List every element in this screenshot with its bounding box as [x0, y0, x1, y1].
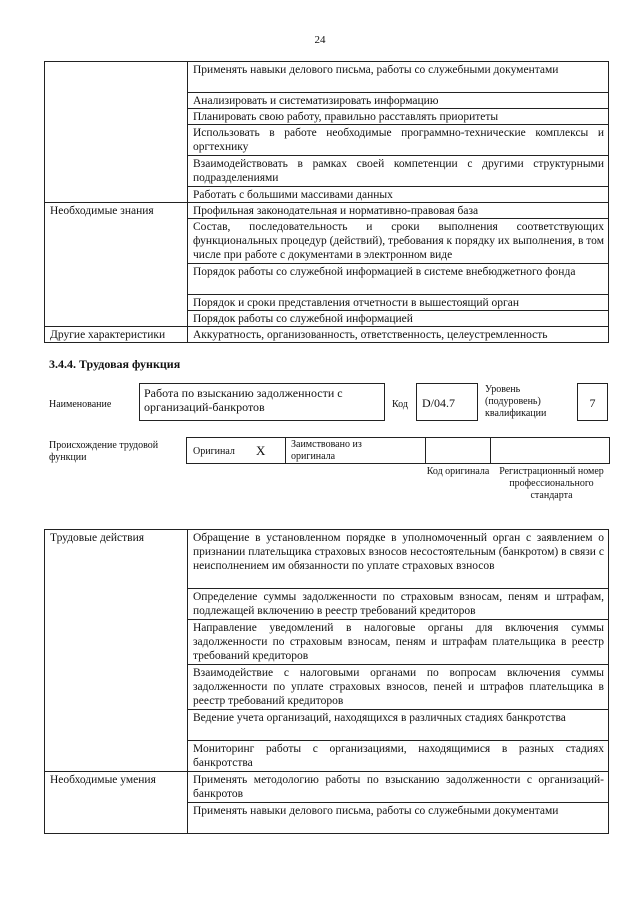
skill-item: Планировать свою работу, правильно расставлять приоритеты: [188, 109, 609, 125]
table-row: [45, 62, 609, 93]
table-row: [45, 530, 609, 589]
knowledge-item: Порядок работы со служебной информацией: [188, 311, 609, 327]
origin-label: Происхождение трудовой функции: [49, 440, 159, 463]
code-label: Код: [392, 399, 408, 410]
origin-divider: [425, 437, 426, 464]
name-label: Наименование: [49, 399, 112, 410]
function-title: 3.4.4. Трудовая функция: [49, 357, 181, 371]
knowledge-item: Порядок работы со служебной информацией в системе внебюджетного фонда: [188, 264, 609, 295]
knowledge-item: Порядок и сроки представления отчетности в вышестоящий орган: [188, 295, 609, 311]
skill-item: Анализировать и систематизировать информацию: [188, 93, 609, 109]
level-label: Уровень (подуровень) квалификации: [485, 384, 547, 419]
code-original-label: Код оригинала: [426, 466, 490, 477]
category-other: Другие характеристики: [45, 327, 188, 343]
action-item: Направление уведомлений в налоговые органы для включения суммы задолженности по страховым взносам, пеням и штрафам плательщика в реестр требований кредиторов: [188, 620, 609, 665]
table-row: [45, 203, 609, 219]
function-name-value: Работа по взысканию задолженности с организаций-банкротов: [139, 383, 385, 421]
skill-item: Применять методологию работы по взысканию задолженности с организаций-банкротов: [188, 772, 609, 803]
actions-table: [44, 529, 609, 834]
level-value: 7: [577, 383, 608, 421]
skill-item: Использовать в работе необходимые программно-технические комплексы и оргтехнику: [188, 125, 609, 156]
category-actions: Трудовые действия: [45, 530, 188, 772]
original-label: Оригинал: [193, 446, 235, 457]
category-knowledge: Необходимые знания: [45, 203, 188, 327]
action-item: Определение суммы задолженности по страховым взносам, пеням и штрафам, подлежащей включению в реестр требований кредиторов: [188, 589, 609, 620]
origin-box: [186, 437, 610, 464]
knowledge-item: Состав, последовательность и сроки выполнения соответствующих функциональных процедур (действий), требования к порядку их выполнения, в том числе при работе с документами в электронном виде: [188, 219, 609, 264]
action-item: Ведение учета организаций, находящихся в различных стадиях банкротства: [188, 710, 609, 741]
origin-divider: [490, 437, 491, 464]
skill-item: Работать с большими массивами данных: [188, 187, 609, 203]
category-skills: Необходимые умения: [45, 772, 188, 834]
table-row: [45, 327, 609, 343]
knowledge-item: Профильная законодательная и нормативно-правовая база: [188, 203, 609, 219]
skill-item: Применять навыки делового письма, работы со служебными документами: [188, 803, 609, 834]
origin-divider: [285, 437, 286, 464]
reg-number-label: Регистрационный номер профессионального стандарта: [499, 466, 604, 501]
page-number: 24: [314, 34, 326, 46]
borrowed-label: Заимствовано из оригинала: [291, 439, 362, 462]
other-item: Аккуратность, организованность, ответственность, целеустремленность: [188, 327, 609, 343]
action-item: Взаимодействие с налоговыми органами по вопросам включения суммы задолженности по уплате страховых взносов, пеней и штрафов плательщика в реестр требований кредиторов: [188, 665, 609, 710]
skill-item: Применять навыки делового письма, работы со служебными документами: [188, 62, 609, 93]
action-item: Обращение в установленном порядке в уполномоченный орган с заявлением о признании плательщика страховых взносов несостоятельным (банкротом) в связи с неисполнением им обязанности по уплате страховых взносов: [188, 530, 609, 589]
table-row: [45, 772, 609, 803]
original-mark: X: [256, 443, 266, 458]
function-code-value: D/04.7: [416, 383, 478, 421]
action-item: Мониторинг работы с организациями, находящимися в разных стадиях банкротства: [188, 741, 609, 772]
skill-item: Взаимодействовать в рамках своей компетенции с другими структурными подразделениями: [188, 156, 609, 187]
skills-knowledge-table: [44, 61, 609, 343]
category-cell: [45, 62, 188, 203]
